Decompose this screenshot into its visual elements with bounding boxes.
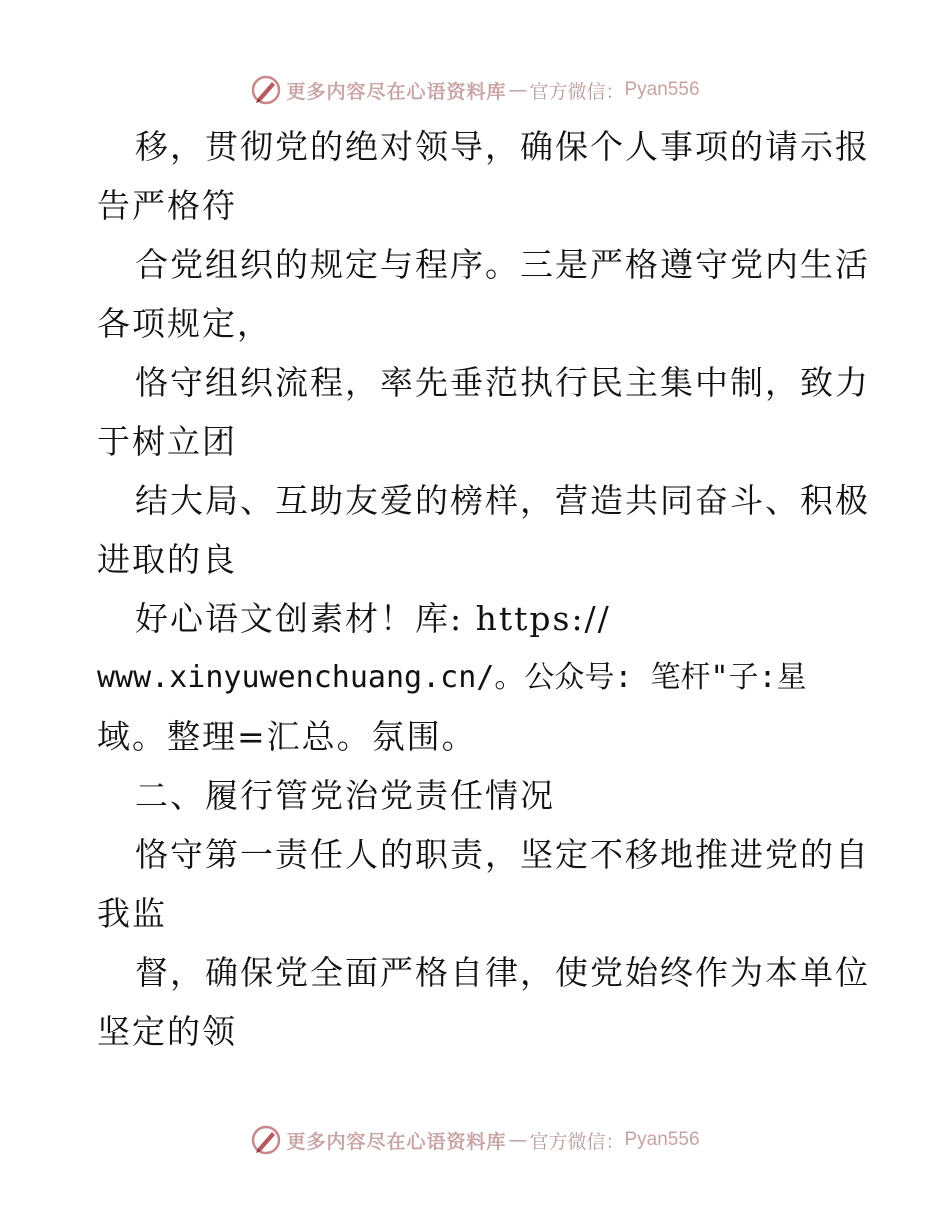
footer-watermark-banner (0, 1120, 950, 1160)
header-wechat-id: Pyan556 (624, 79, 700, 100)
footer-separator: — (508, 1129, 528, 1151)
text-line: 合党组织的规定与程序。三是严格遵守党内生活 (135, 245, 870, 284)
header-watermark-banner (0, 70, 950, 110)
text-line: 好心语文创素材！库: https:// (135, 599, 611, 638)
text-line: www.xinyuwenchuang.cn/。公众号: 笔杆"子:星 (97, 660, 807, 695)
text-line: 域。整理=汇总。氛围。 (97, 717, 477, 756)
text-line: 坚定的领 (97, 1012, 237, 1051)
pen-logo-icon (250, 74, 282, 106)
text-line: 进取的良 (97, 540, 237, 579)
text-line: 恪守组织流程，率先垂范执行民主集中制，致力 (135, 363, 870, 402)
text-line: 我监 (97, 894, 167, 933)
text-line: 督，确保党全面严格自律，使党始终作为本单位 (135, 953, 870, 992)
text-line: 于树立团 (97, 422, 237, 461)
footer-wechat-id: Pyan556 (624, 1129, 700, 1150)
text-line: 告严格符 (97, 186, 237, 225)
text-line: 结大局、互助友爱的榜样，营造共同奋斗、积极 (135, 481, 870, 520)
document-body (97, 117, 870, 1061)
text-line: 移，贯彻党的绝对领导，确保个人事项的请示报 (135, 127, 870, 166)
header-separator: — (508, 79, 528, 101)
footer-site-text: 更多内容尽在心语资料库 (286, 1130, 507, 1153)
text-line: 恪守第一责任人的职责，坚定不移地推进党的自 (135, 835, 870, 874)
pen-logo-icon (250, 1124, 282, 1156)
section-heading: 二、履行管党治党责任情况 (135, 776, 555, 815)
header-wechat-label: 官方微信： (529, 80, 625, 103)
footer-wechat-label: 官方微信： (529, 1130, 625, 1153)
header-site-text: 更多内容尽在心语资料库 (286, 80, 507, 103)
text-line: 各项规定， (97, 304, 272, 343)
